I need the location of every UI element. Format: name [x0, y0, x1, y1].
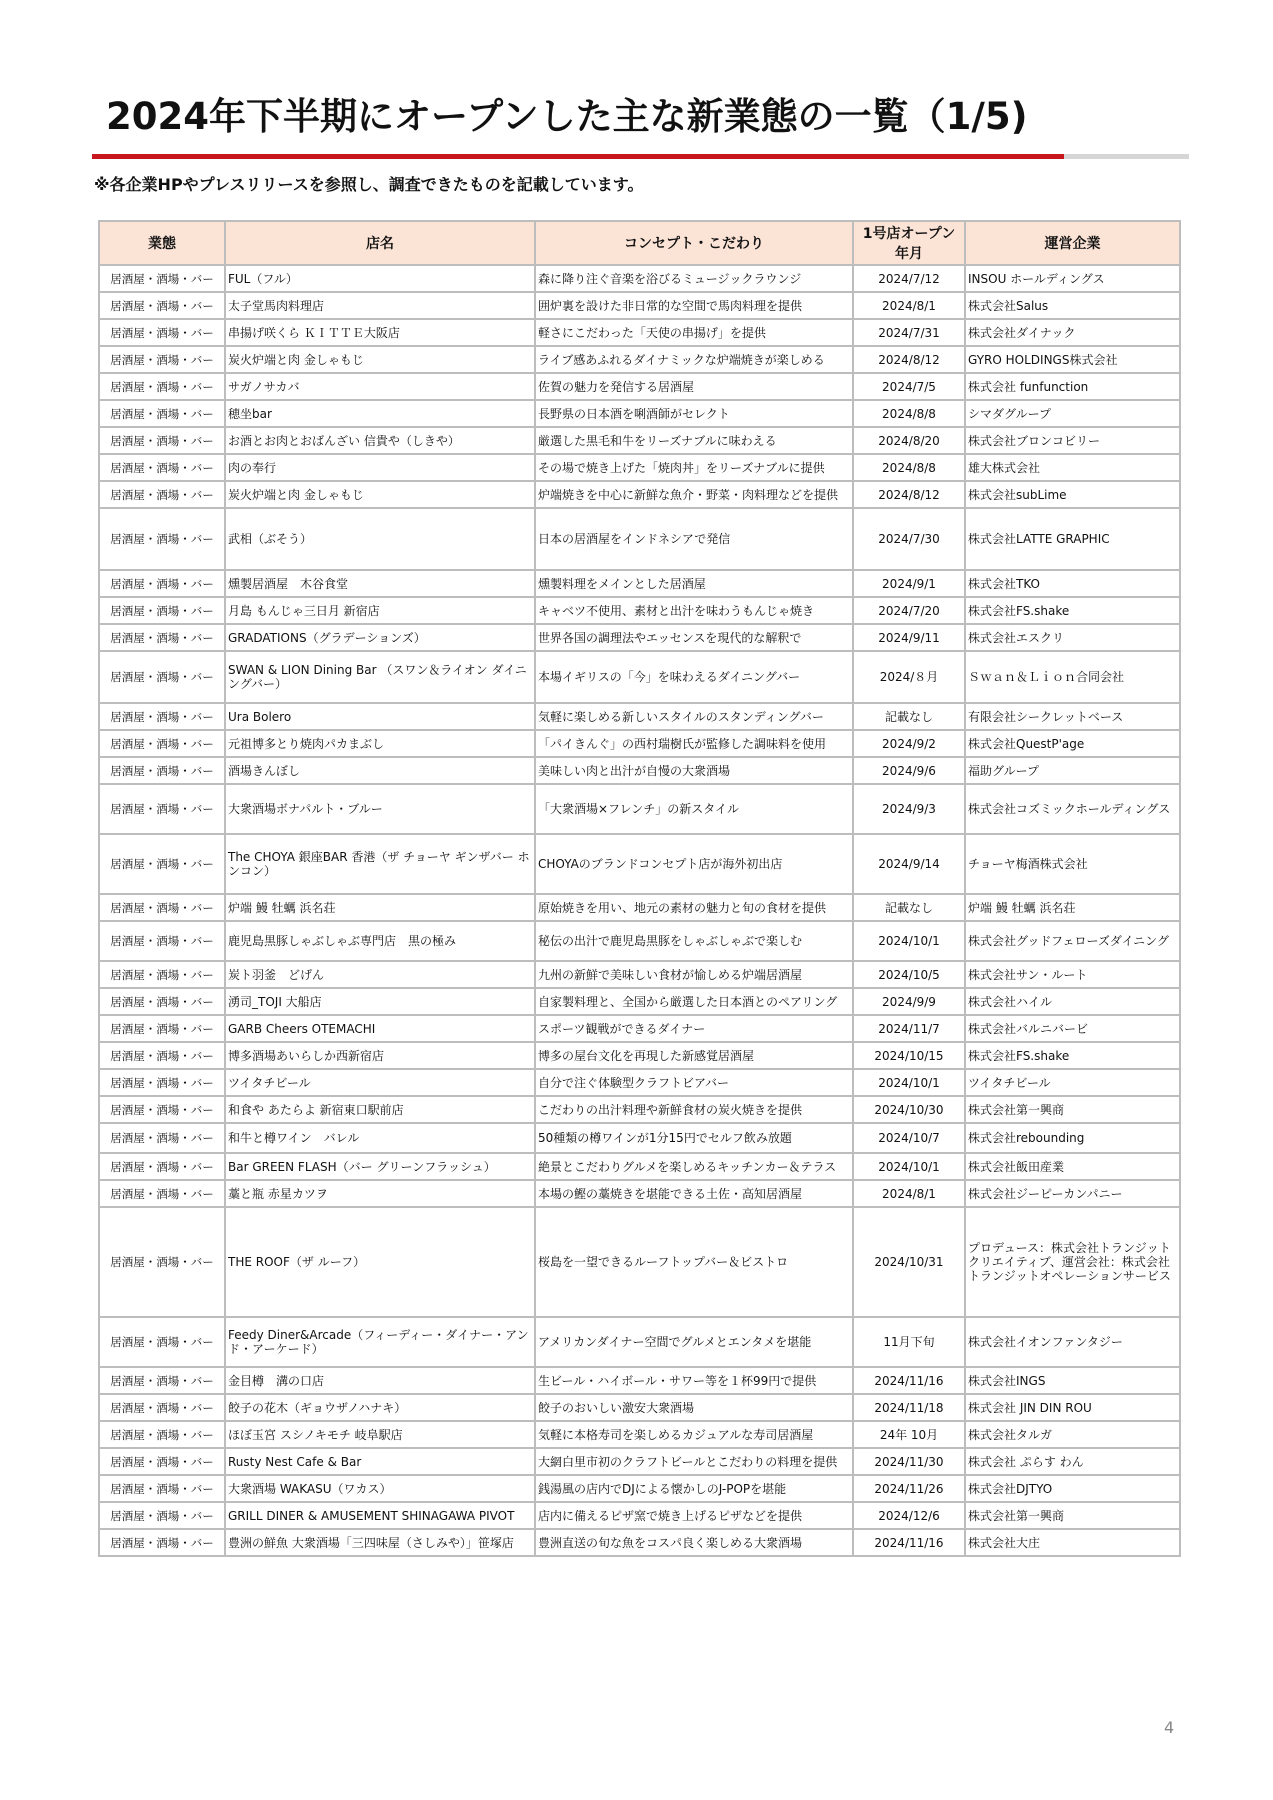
cell-company: 株式会社FS.shake [965, 1042, 1180, 1069]
cell-concept: 本場イギリスの「今」を味わえるダイニングバー [535, 651, 853, 703]
table-row [99, 319, 1180, 346]
table-row [99, 921, 1180, 961]
cell-concept: 博多の屋台文化を再現した新感覚居酒屋 [535, 1042, 853, 1069]
cell-concept: 気軽に本格寿司を楽しめるカジュアルな寿司居酒屋 [535, 1421, 853, 1448]
cell-category: 居酒屋・酒場・バー [99, 570, 225, 597]
cell-concept: 囲炉裏を設けた非日常的な空間で馬肉料理を提供 [535, 292, 853, 319]
cell-open-date: 2024/11/16 [853, 1529, 965, 1556]
table-row [99, 1096, 1180, 1123]
cell-open-date: 2024/8/12 [853, 346, 965, 373]
table-row [99, 400, 1180, 427]
table-row [99, 1207, 1180, 1317]
table-row [99, 1529, 1180, 1556]
cell-store-name: 炭火炉端と肉 金しゃもじ [225, 346, 535, 373]
table-row [99, 1448, 1180, 1475]
cell-company: シマダグループ [965, 400, 1180, 427]
cell-category: 居酒屋・酒場・バー [99, 1317, 225, 1367]
table-row [99, 292, 1180, 319]
cell-concept: 本場の鰹の藁焼きを堪能できる土佐・高知居酒屋 [535, 1180, 853, 1207]
table-row [99, 570, 1180, 597]
title-underline-gray [1064, 154, 1189, 159]
cell-store-name: 湧司_TOJI 大船店 [225, 988, 535, 1015]
cell-open-date: 2024/10/1 [853, 921, 965, 961]
cell-concept: 大網白里市初のクラフトビールとこだわりの料理を提供 [535, 1448, 853, 1475]
cell-concept: 餃子のおいしい激安大衆酒場 [535, 1394, 853, 1421]
cell-open-date: 2024/7/31 [853, 319, 965, 346]
cell-category: 居酒屋・酒場・バー [99, 1180, 225, 1207]
cell-store-name: 鹿児島黒豚しゃぶしゃぶ専門店 黒の極み [225, 921, 535, 961]
cell-category: 居酒屋・酒場・バー [99, 624, 225, 651]
cell-company: 株式会社ジーピーカンパニー [965, 1180, 1180, 1207]
cell-category: 居酒屋・酒場・バー [99, 961, 225, 988]
cell-company: 炉端 鰻 牡蠣 浜名荘 [965, 894, 1180, 921]
table-header-row [99, 221, 1180, 265]
cell-category: 居酒屋・酒場・バー [99, 1421, 225, 1448]
cell-open-date: 2024/10/15 [853, 1042, 965, 1069]
cell-category: 居酒屋・酒場・バー [99, 784, 225, 834]
cell-store-name: ツイタチビール [225, 1069, 535, 1096]
cell-company: 株式会社バルニバービ [965, 1015, 1180, 1042]
table-row [99, 1153, 1180, 1180]
cell-category: 居酒屋・酒場・バー [99, 346, 225, 373]
cell-category: 居酒屋・酒場・バー [99, 1207, 225, 1317]
cell-concept: 日本の居酒屋をインドネシアで発信 [535, 508, 853, 570]
table-row [99, 373, 1180, 400]
cell-store-name: 月島 もんじゃ三日月 新宿店 [225, 597, 535, 624]
cell-store-name: 太子堂馬肉料理店 [225, 292, 535, 319]
cell-category: 居酒屋・酒場・バー [99, 1448, 225, 1475]
cell-open-date: 2024/7/5 [853, 373, 965, 400]
cell-open-date: 2024/10/31 [853, 1207, 965, 1317]
cell-store-name: GARB Cheers OTEMACHI [225, 1015, 535, 1042]
cell-store-name: 豊洲の鮮魚 大衆酒場「三四味屋（さしみや）」笹塚店 [225, 1529, 535, 1556]
cell-open-date: 2024/10/30 [853, 1096, 965, 1123]
cell-store-name: Bar GREEN FLASH（バー グリーンフラッシュ） [225, 1153, 535, 1180]
cell-company: 株式会社飯田産業 [965, 1153, 1180, 1180]
table-row [99, 1042, 1180, 1069]
cell-company: 株式会社ダイナック [965, 319, 1180, 346]
cell-concept: 美味しい肉と出汁が自慢の大衆酒場 [535, 757, 853, 784]
table-row [99, 988, 1180, 1015]
cell-company: プロデュース：株式会社トランジットクリエイティブ、運営会社：株式会社トランジットオペレーションサービス [965, 1207, 1180, 1317]
cell-category: 居酒屋・酒場・バー [99, 597, 225, 624]
cell-category: 居酒屋・酒場・バー [99, 703, 225, 730]
cell-open-date: 2024/9/1 [853, 570, 965, 597]
cell-open-date: 2024/8/20 [853, 427, 965, 454]
cell-open-date: 2024/7/20 [853, 597, 965, 624]
header-concept: コンセプト・こだわり [535, 221, 853, 265]
cell-category: 居酒屋・酒場・バー [99, 651, 225, 703]
cell-open-date: 2024/8/1 [853, 292, 965, 319]
cell-concept: 「パイきんぐ」の西村瑞樹氏が監修した調味料を使用 [535, 730, 853, 757]
cell-open-date: 2024/11/16 [853, 1367, 965, 1394]
cell-company: 株式会社グッドフェローズダイニング [965, 921, 1180, 961]
table-row [99, 597, 1180, 624]
cell-company: 株式会社subLime [965, 481, 1180, 508]
cell-store-name: The CHOYA 銀座BAR 香港（ザ チョーヤ ギンザバー ホンコン） [225, 834, 535, 894]
cell-concept: 50種類の樽ワインが1分15円でセルフ飲み放題 [535, 1123, 853, 1153]
cell-concept: アメリカンダイナー空間でグルメとエンタメを堪能 [535, 1317, 853, 1367]
cell-store-name: 穂坐bar [225, 400, 535, 427]
cell-open-date: 2024/11/7 [853, 1015, 965, 1042]
cell-store-name: 餃子の花木（ギョウザノハナキ） [225, 1394, 535, 1421]
cell-open-date: 2024/9/11 [853, 624, 965, 651]
table-row [99, 427, 1180, 454]
table-row [99, 1317, 1180, 1367]
cell-open-date: 2024/11/18 [853, 1394, 965, 1421]
table-row [99, 757, 1180, 784]
cell-company: 株式会社ブロンコビリー [965, 427, 1180, 454]
table-row [99, 346, 1180, 373]
cell-company: 株式会社 JIN DIN ROU [965, 1394, 1180, 1421]
cell-category: 居酒屋・酒場・バー [99, 400, 225, 427]
cell-category: 居酒屋・酒場・バー [99, 427, 225, 454]
cell-concept: 原始焼きを用い、地元の素材の魅力と旬の食材を提供 [535, 894, 853, 921]
cell-open-date: 2024/10/7 [853, 1123, 965, 1153]
cell-company: 株式会社エスクリ [965, 624, 1180, 651]
cell-open-date: 2024/7/12 [853, 265, 965, 292]
table-row [99, 1502, 1180, 1529]
table-row [99, 730, 1180, 757]
cell-category: 居酒屋・酒場・バー [99, 508, 225, 570]
cell-category: 居酒屋・酒場・バー [99, 454, 225, 481]
cell-store-name: GRILL DINER & AMUSEMENT SHINAGAWA PIVOT [225, 1502, 535, 1529]
cell-store-name: Ura Bolero [225, 703, 535, 730]
cell-store-name: ほぼ玉宮 スシノキモチ 岐阜駅店 [225, 1421, 535, 1448]
cell-category: 居酒屋・酒場・バー [99, 319, 225, 346]
table-row [99, 1180, 1180, 1207]
cell-store-name: 炭ト羽釜 どげん [225, 961, 535, 988]
cell-category: 居酒屋・酒場・バー [99, 265, 225, 292]
cell-open-date: 2024/8/12 [853, 481, 965, 508]
cell-company: 株式会社コズミックホールディングス [965, 784, 1180, 834]
cell-company: 株式会社ハイル [965, 988, 1180, 1015]
cell-concept: キャベツ不使用、素材と出汁を味わうもんじゃ焼き [535, 597, 853, 624]
cell-open-date: 2024/12/6 [853, 1502, 965, 1529]
cell-category: 居酒屋・酒場・バー [99, 1069, 225, 1096]
cell-store-name: 大衆酒場ボナパルト・ブルー [225, 784, 535, 834]
cell-open-date: 2024/11/30 [853, 1448, 965, 1475]
table-row [99, 1123, 1180, 1153]
cell-category: 居酒屋・酒場・バー [99, 730, 225, 757]
cell-company: 株式会社DJTYO [965, 1475, 1180, 1502]
cell-store-name: 炉端 鰻 牡蠣 浜名荘 [225, 894, 535, 921]
cell-category: 居酒屋・酒場・バー [99, 757, 225, 784]
cell-concept: ライブ感あふれるダイナミックな炉端焼きが楽しめる [535, 346, 853, 373]
cell-company: 株式会社大庄 [965, 1529, 1180, 1556]
cell-concept: 生ビール・ハイボール・サワー等を１杯99円で提供 [535, 1367, 853, 1394]
table-row [99, 1015, 1180, 1042]
cell-store-name: 大衆酒場 WAKASU（ワカス） [225, 1475, 535, 1502]
cell-concept: 軽さにこだわった「天使の串揚げ」を提供 [535, 319, 853, 346]
cell-company: 株式会社タルガ [965, 1421, 1180, 1448]
cell-open-date: 2024/8/8 [853, 454, 965, 481]
cell-company: Ｓｗａｎ＆Ｌｉｏｎ合同会社 [965, 651, 1180, 703]
cell-store-name: 串揚げ咲くら ＫＩＴＴＥ大阪店 [225, 319, 535, 346]
cell-concept: 絶景とこだわりグルメを楽しめるキッチンカー＆テラス [535, 1153, 853, 1180]
cell-category: 居酒屋・酒場・バー [99, 988, 225, 1015]
cell-category: 居酒屋・酒場・バー [99, 921, 225, 961]
cell-open-date: 2024/8/1 [853, 1180, 965, 1207]
cell-store-name: 燻製居酒屋 木谷食堂 [225, 570, 535, 597]
cell-category: 居酒屋・酒場・バー [99, 1502, 225, 1529]
table-row [99, 784, 1180, 834]
cell-company: 雄大株式会社 [965, 454, 1180, 481]
business-list-table [98, 220, 1181, 1557]
table-row [99, 1394, 1180, 1421]
cell-open-date: 記載なし [853, 703, 965, 730]
cell-open-date: 2024/８月 [853, 651, 965, 703]
cell-store-name: 金目樽 溝の口店 [225, 1367, 535, 1394]
cell-company: INSOU ホールディングス [965, 265, 1180, 292]
cell-store-name: FUL（フル） [225, 265, 535, 292]
cell-open-date: 2024/10/5 [853, 961, 965, 988]
cell-category: 居酒屋・酒場・バー [99, 1096, 225, 1123]
table-row [99, 624, 1180, 651]
header-category: 業態 [99, 221, 225, 265]
cell-company: 株式会社INGS [965, 1367, 1180, 1394]
cell-company: 有限会社シークレットベース [965, 703, 1180, 730]
cell-category: 居酒屋・酒場・バー [99, 1367, 225, 1394]
cell-concept: 九州の新鮮で美味しい食材が愉しめる炉端居酒屋 [535, 961, 853, 988]
cell-store-name: 和食や あたらよ 新宿東口駅前店 [225, 1096, 535, 1123]
cell-store-name: お酒とお肉とおばんざい 信貴や（しきや） [225, 427, 535, 454]
cell-concept: 「大衆酒場×フレンチ」の新スタイル [535, 784, 853, 834]
cell-company: 株式会社第一興商 [965, 1502, 1180, 1529]
cell-category: 居酒屋・酒場・バー [99, 894, 225, 921]
header-open-date: 1号店オープン年月 [853, 221, 965, 265]
cell-concept: 気軽に楽しめる新しいスタイルのスタンディングバー [535, 703, 853, 730]
cell-category: 居酒屋・酒場・バー [99, 1042, 225, 1069]
table-row [99, 1069, 1180, 1096]
table-row [99, 894, 1180, 921]
cell-concept: 炉端焼きを中心に新鮮な魚介・野菜・肉料理などを提供 [535, 481, 853, 508]
cell-company: 株式会社rebounding [965, 1123, 1180, 1153]
cell-company: 株式会社TKO [965, 570, 1180, 597]
cell-category: 居酒屋・酒場・バー [99, 1394, 225, 1421]
cell-company: 株式会社 funfunction [965, 373, 1180, 400]
cell-open-date: 24年 10月 [853, 1421, 965, 1448]
cell-concept: 森に降り注ぐ音楽を浴びるミュージックラウンジ [535, 265, 853, 292]
page-title: 2024年下半期にオープンした主な新業態の一覧（1/5) [106, 95, 1028, 138]
cell-concept: 厳選した黒毛和牛をリーズナブルに味わえる [535, 427, 853, 454]
cell-store-name: SWAN & LION Dining Bar （スワン＆ライオン ダイニングバー） [225, 651, 535, 703]
cell-open-date: 2024/10/1 [853, 1069, 965, 1096]
cell-open-date: 2024/10/1 [853, 1153, 965, 1180]
cell-concept: 豊洲直送の旬な魚をコスパ良く楽しめる大衆酒場 [535, 1529, 853, 1556]
cell-company: 株式会社 ぷらす わん [965, 1448, 1180, 1475]
cell-company: 株式会社第一興商 [965, 1096, 1180, 1123]
page-number: 4 [1164, 1718, 1175, 1737]
cell-store-name: サガノサカバ [225, 373, 535, 400]
table-row [99, 1421, 1180, 1448]
cell-store-name: 酒場きんぼし [225, 757, 535, 784]
cell-store-name: THE ROOF（ザ ルーフ） [225, 1207, 535, 1317]
table-row [99, 703, 1180, 730]
cell-company: 株式会社FS.shake [965, 597, 1180, 624]
cell-concept: 佐賀の魅力を発信する居酒屋 [535, 373, 853, 400]
cell-store-name: GRADATIONS（グラデーションズ） [225, 624, 535, 651]
cell-company: 福助グループ [965, 757, 1180, 784]
cell-company: GYRO HOLDINGS株式会社 [965, 346, 1180, 373]
table-row [99, 481, 1180, 508]
cell-open-date: 記載なし [853, 894, 965, 921]
cell-open-date: 2024/9/14 [853, 834, 965, 894]
cell-category: 居酒屋・酒場・バー [99, 834, 225, 894]
cell-category: 居酒屋・酒場・バー [99, 481, 225, 508]
cell-open-date: 2024/7/30 [853, 508, 965, 570]
cell-open-date: 11月下旬 [853, 1317, 965, 1367]
cell-open-date: 2024/9/3 [853, 784, 965, 834]
cell-company: 株式会社QuestP'age [965, 730, 1180, 757]
table-row [99, 508, 1180, 570]
cell-company: 株式会社LATTE GRAPHIC [965, 508, 1180, 570]
cell-store-name: Feedy Diner&Arcade（フィーディー・ダイナー・アンド・アーケード） [225, 1317, 535, 1367]
cell-concept: 桜島を一望できるルーフトップバー＆ビストロ [535, 1207, 853, 1317]
cell-concept: CHOYAのブランドコンセプト店が海外初出店 [535, 834, 853, 894]
cell-company: ツイタチビール [965, 1069, 1180, 1096]
cell-concept: 長野県の日本酒を唎酒師がセレクト [535, 400, 853, 427]
table-row [99, 651, 1180, 703]
cell-concept: 銭湯風の店内でDJによる懐かしのJ-POPを堪能 [535, 1475, 853, 1502]
table-row [99, 961, 1180, 988]
cell-category: 居酒屋・酒場・バー [99, 1015, 225, 1042]
cell-company: 株式会社サン・ルート [965, 961, 1180, 988]
table-row [99, 454, 1180, 481]
cell-store-name: 和牛と樽ワイン バレル [225, 1123, 535, 1153]
cell-company: 株式会社Salus [965, 292, 1180, 319]
table-row [99, 834, 1180, 894]
cell-company: 株式会社イオンファンタジー [965, 1317, 1180, 1367]
table-row [99, 1475, 1180, 1502]
cell-category: 居酒屋・酒場・バー [99, 373, 225, 400]
cell-category: 居酒屋・酒場・バー [99, 1529, 225, 1556]
cell-store-name: 元祖博多とり焼肉パカまぶし [225, 730, 535, 757]
cell-concept: 店内に備えるピザ窯で焼き上げるピザなどを提供 [535, 1502, 853, 1529]
table-row [99, 265, 1180, 292]
cell-store-name: 藁と瓶 赤星カツヲ [225, 1180, 535, 1207]
title-underline [92, 154, 1064, 159]
cell-concept: 秘伝の出汁で鹿児島黒豚をしゃぶしゃぶで楽しむ [535, 921, 853, 961]
cell-category: 居酒屋・酒場・バー [99, 1123, 225, 1153]
cell-store-name: 肉の奉行 [225, 454, 535, 481]
cell-concept: 世界各国の調理法やエッセンスを現代的な解釈で [535, 624, 853, 651]
cell-open-date: 2024/11/26 [853, 1475, 965, 1502]
header-store-name: 店名 [225, 221, 535, 265]
cell-concept: 自分で注ぐ体験型クラフトビアバー [535, 1069, 853, 1096]
cell-open-date: 2024/9/6 [853, 757, 965, 784]
cell-open-date: 2024/8/8 [853, 400, 965, 427]
cell-store-name: Rusty Nest Cafe & Bar [225, 1448, 535, 1475]
note-text: ※各企業HPやプレスリリースを参照し、調査できたものを記載しています。 [94, 175, 644, 194]
cell-store-name: 炭火炉端と肉 金しゃもじ [225, 481, 535, 508]
table-row [99, 1367, 1180, 1394]
cell-category: 居酒屋・酒場・バー [99, 1475, 225, 1502]
header-company: 運営企業 [965, 221, 1180, 265]
cell-concept: 燻製料理をメインとした居酒屋 [535, 570, 853, 597]
cell-store-name: 博多酒場あいらしか西新宿店 [225, 1042, 535, 1069]
cell-company: チョーヤ梅酒株式会社 [965, 834, 1180, 894]
cell-concept: その場で焼き上げた「焼肉丼」をリーズナブルに提供 [535, 454, 853, 481]
cell-concept: 自家製料理と、全国から厳選した日本酒とのペアリング [535, 988, 853, 1015]
cell-open-date: 2024/9/9 [853, 988, 965, 1015]
cell-open-date: 2024/9/2 [853, 730, 965, 757]
cell-concept: こだわりの出汁料理や新鮮食材の炭火焼きを提供 [535, 1096, 853, 1123]
cell-concept: スポーツ観戦ができるダイナー [535, 1015, 853, 1042]
cell-category: 居酒屋・酒場・バー [99, 292, 225, 319]
cell-store-name: 武相（ぶそう） [225, 508, 535, 570]
cell-category: 居酒屋・酒場・バー [99, 1153, 225, 1180]
